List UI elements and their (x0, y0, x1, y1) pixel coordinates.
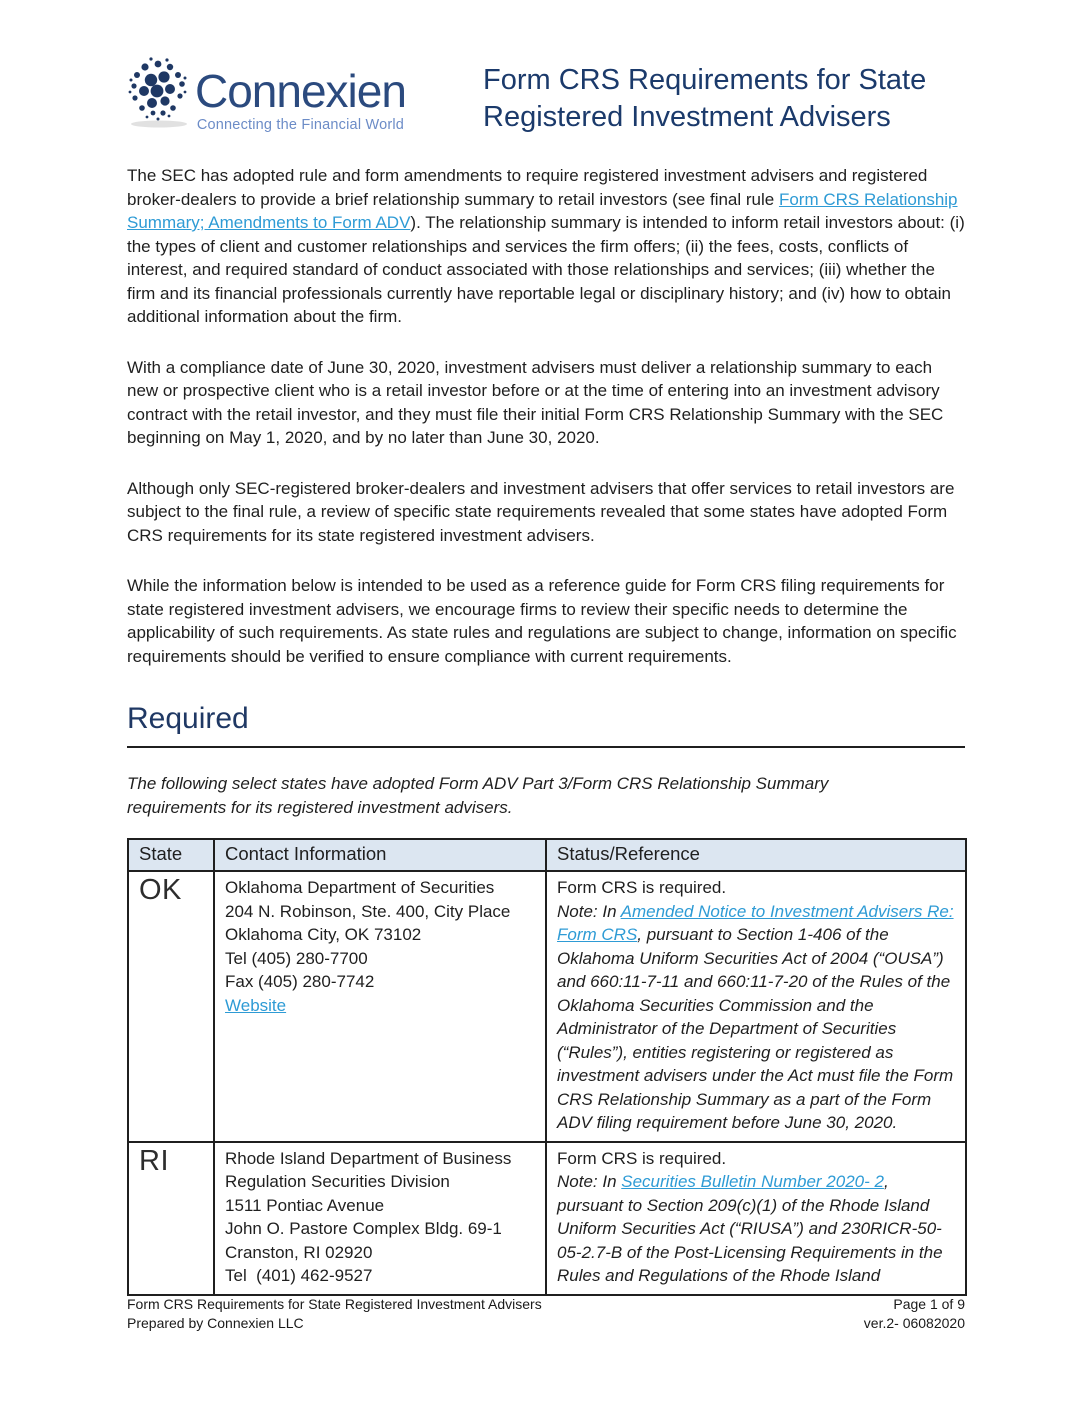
contact-line: 204 N. Robinson, Ste. 400, City Place (225, 901, 511, 921)
status-cell (546, 871, 966, 1142)
footer-left (127, 1295, 542, 1333)
required-section-note: The following select states have adopted Form ADV Part 3/Form CRS Relationship Summary requirements for its registered investment advisers. (127, 774, 829, 817)
note-text: , pursuant to Section 1-406 of the Oklahoma Uniform Securities Act of 2004 (“OUSA”) and 660:11-7-11 and 660:11-7-20 of the Rules of the Oklahoma Securities Commission and the Administrator of the Department of Securities (“Rules”), entities registering or registered as investment advisers under the Act must file the Form CRS Relationship Summary as a part of the Form ADV filing requirement before June 30, 2020. (557, 925, 954, 1132)
state-abbr: RI (128, 1142, 214, 1295)
connexien-logo (127, 56, 406, 135)
status-line: Form CRS is required. (557, 878, 727, 897)
state-requirements-table (127, 838, 967, 1296)
status-line: Form CRS is required. (557, 1148, 727, 1168)
contact-line: Fax (405) 280-7742 (225, 972, 375, 991)
table-header-row (128, 839, 966, 871)
note-text: Note: In (557, 1172, 622, 1191)
column-header-contact: Contact Information (214, 839, 546, 871)
globe-dots-icon (127, 56, 191, 135)
footer-page-number: Page 1 of 9 (893, 1296, 965, 1312)
logo-text (195, 56, 406, 133)
contact-cell (214, 871, 546, 1142)
table-row-ok (128, 871, 966, 1142)
table-row-ri (128, 1142, 966, 1295)
contact-line: Regulation Securities Division (225, 1172, 450, 1191)
page-footer (127, 1295, 965, 1333)
contact-line: 1511 Pontiac Avenue (225, 1195, 385, 1215)
contact-line: Oklahoma City, OK 73102 (225, 925, 422, 944)
footer-prepared-by: Prepared by Connexien LLC (127, 1315, 304, 1331)
contact-cell (214, 1142, 546, 1295)
column-header-status: Status/Reference (546, 839, 966, 871)
note-text: Note: In (557, 901, 621, 921)
page-header (127, 0, 965, 136)
paragraph-state-review: Although only SEC-registered broker-dealers and investment advisers that offer services to retail investors are subject to the final rule, a review of specific state requirements revealed that some states have adopted Form CRS requirements for its state registered investment advisers. (127, 478, 955, 545)
logo-wordmark: Connexien (195, 65, 406, 117)
footer-version: ver.2- 06082020 (863, 1315, 965, 1331)
contact-line: Cranston, RI 02920 (225, 1242, 373, 1262)
contact-line: Rhode Island Department of Business (225, 1148, 512, 1168)
contact-line: Oklahoma Department of Securities (225, 878, 495, 897)
status-note (557, 900, 955, 1135)
status-note (557, 1170, 955, 1288)
logo-tagline: Connecting the Financial World (196, 117, 405, 133)
page-content (127, 0, 965, 1296)
website-link[interactable]: Website (225, 995, 287, 1015)
page-title: Form CRS Requirements for State Registered Investment Advisers (483, 64, 927, 133)
footer-right (864, 1295, 965, 1333)
contact-line: John O. Pastore Complex Bldg. 69-1 (225, 1219, 502, 1238)
paragraph-sec-rule (127, 164, 965, 329)
state-abbr: OK (128, 871, 214, 1142)
footer-document-title: Form CRS Requirements for State Registered Investment Advisers (127, 1296, 542, 1312)
paragraph-compliance-date: With a compliance date of June 30, 2020, investment advisers must deliver a relationship summary to each new or prospective client who is a retail investor before or at the time of entering into an investment advisory contract with the retail investor, and they must file their initial Form CRS Relationship Summary with the SEC beginning on May 1, 2020, and by no later than June 30, 2020. (127, 357, 944, 447)
note-text: , pursuant to Section 209(c)(1) of the Rhode Island Uniform Securities Act (“RIUSA”) and 230RICR-50-05-2.7-B of the Post-Licensing Requirements in the Rules and Regulations of the Rhode Island (557, 1172, 943, 1285)
paragraph-reference-guide: While the information below is intended to be used as a reference guide for Form CRS filing requirements for state registered investment advisers, we encourage firms to review their specific needs to determine the applicability of such requirements. As state rules and regulations are subject to change, information on specific requirements should be verified to ensure compliance with current requirements. (127, 576, 957, 666)
amended-notice-link[interactable]: Amended Notice to Investment Advisers Re: Form CRS (557, 901, 954, 944)
securities-bulletin-link[interactable]: Securities Bulletin Number 2020- 2 (621, 1172, 884, 1191)
paragraph-text: ). The relationship summary is intended to inform retail investors about: (i) the types of client and customer relationships and services the firm offers; (ii) the fees, costs, conflicts of interest, and required standard of conduct associated with those relationships and services; (iii) whether the firm and its financial professionals currently have reportable legal or disciplinary history; and (iv) how to obtain additional information about the firm. (127, 213, 965, 326)
column-header-state: State (128, 839, 214, 871)
contact-line: Tel (405) 280-7700 (225, 948, 368, 968)
contact-line: Tel (401) 462-9527 (225, 1266, 373, 1285)
final-rule-link[interactable]: Form CRS Relationship Summary; Amendments to Form ADV (127, 189, 958, 232)
required-section-heading: Required (127, 702, 965, 748)
paragraph-text: The SEC has adopted rule and form amendments to require registered investment advisers and registered broker-dealers to provide a brief relationship summary to retail investors (see final rule (127, 166, 928, 209)
status-cell (546, 1142, 966, 1295)
